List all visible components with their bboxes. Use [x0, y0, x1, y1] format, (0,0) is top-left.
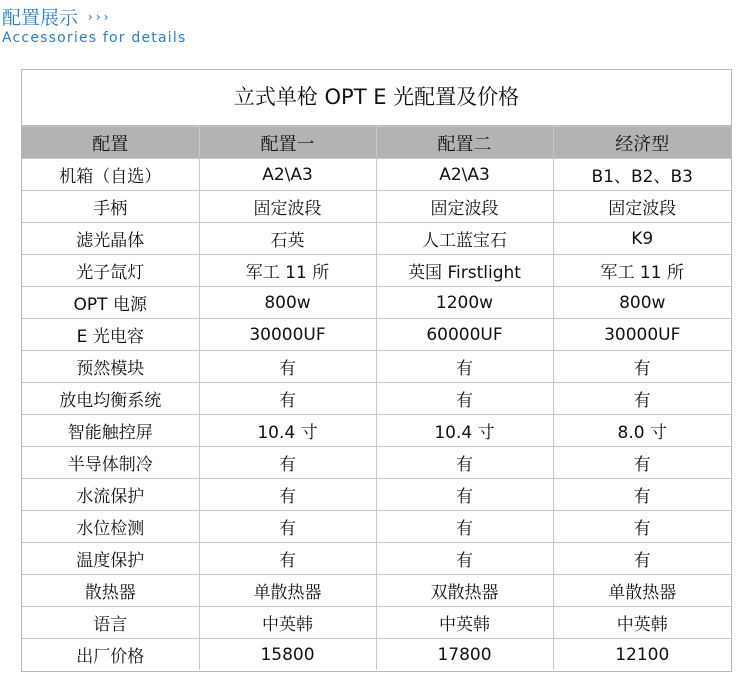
- table-caption: 立式单枪 OPT E 光配置及价格: [22, 70, 731, 126]
- column-header: 配置一: [199, 127, 376, 159]
- table-cell: 固定波段: [553, 191, 731, 223]
- table-cell: 有: [553, 383, 731, 415]
- table-cell: A2\A3: [376, 159, 553, 191]
- table-row: [22, 575, 731, 607]
- table-cell: 单散热器: [553, 575, 731, 607]
- table-cell: 英国 Firstlight: [376, 255, 553, 287]
- table-row: [22, 383, 731, 415]
- table-cell: 军工 11 所: [199, 255, 376, 287]
- table-cell: 8.0 寸: [553, 415, 731, 447]
- table-row: [22, 223, 731, 255]
- table-cell: 单散热器: [199, 575, 376, 607]
- table-cell: 中英韩: [553, 607, 731, 639]
- row-label-cell: 半导体制冷: [22, 447, 199, 479]
- table-cell: 有: [376, 511, 553, 543]
- table-cell: K9: [553, 223, 731, 255]
- table-cell: 固定波段: [376, 191, 553, 223]
- table-row: [22, 351, 731, 383]
- table-header-row: [22, 127, 731, 159]
- table-cell: 有: [376, 543, 553, 575]
- table-row: [22, 607, 731, 639]
- table-cell: B1、B2、B3: [553, 159, 731, 191]
- table-row: [22, 415, 731, 447]
- table-cell: 60000UF: [376, 319, 553, 351]
- row-label-cell: E 光电容: [22, 319, 199, 351]
- chevron-right-icon: ›››: [88, 10, 112, 24]
- column-header: 经济型: [553, 127, 731, 159]
- table-cell: 12100: [553, 639, 731, 671]
- column-header: 配置二: [376, 127, 553, 159]
- table-cell: 有: [553, 543, 731, 575]
- table-cell: 有: [376, 479, 553, 511]
- row-label-cell: 机箱（自选）: [22, 159, 199, 191]
- config-price-table-container: [21, 69, 732, 672]
- table-row: [22, 479, 731, 511]
- row-label-cell: 放电均衡系统: [22, 383, 199, 415]
- section-subtitle: Accessories for details: [2, 30, 187, 46]
- table-cell: 双散热器: [376, 575, 553, 607]
- table-cell: 10.4 寸: [199, 415, 376, 447]
- table-cell: 有: [553, 447, 731, 479]
- table-row: [22, 255, 731, 287]
- row-label-cell: OPT 电源: [22, 287, 199, 319]
- table-cell: 有: [199, 479, 376, 511]
- row-label-cell: 散热器: [22, 575, 199, 607]
- row-label-cell: 光子氙灯: [22, 255, 199, 287]
- table-cell: 有: [553, 351, 731, 383]
- row-label-cell: 手柄: [22, 191, 199, 223]
- section-header: [2, 6, 186, 46]
- table-cell: 军工 11 所: [553, 255, 731, 287]
- row-label-cell: 水流保护: [22, 479, 199, 511]
- table-cell: 有: [376, 447, 553, 479]
- table-row: [22, 543, 731, 575]
- table-cell: 有: [376, 383, 553, 415]
- table-cell: 30000UF: [553, 319, 731, 351]
- table-cell: 石英: [199, 223, 376, 255]
- table-cell: 30000UF: [199, 319, 376, 351]
- table-cell: 10.4 寸: [376, 415, 553, 447]
- table-cell: 有: [199, 511, 376, 543]
- table-row: [22, 319, 731, 351]
- row-label-cell: 出厂价格: [22, 639, 199, 671]
- table-cell: 固定波段: [199, 191, 376, 223]
- table-cell: 人工蓝宝石: [376, 223, 553, 255]
- row-label-cell: 智能触控屏: [22, 415, 199, 447]
- section-title-text: 配置展示: [2, 7, 79, 29]
- table-row: [22, 287, 731, 319]
- table-cell: 中英韩: [376, 607, 553, 639]
- table-cell: 有: [553, 511, 731, 543]
- table-cell: 有: [376, 351, 553, 383]
- table-cell: 有: [553, 479, 731, 511]
- table-cell: 1200w: [376, 287, 553, 319]
- table-row: [22, 511, 731, 543]
- row-label-cell: 滤光晶体: [22, 223, 199, 255]
- table-cell: 有: [199, 351, 376, 383]
- table-cell: A2\A3: [199, 159, 376, 191]
- table-cell: 800w: [199, 287, 376, 319]
- table-row: [22, 159, 731, 191]
- column-header: 配置: [22, 127, 199, 159]
- table-cell: 800w: [553, 287, 731, 319]
- section-title: [2, 6, 186, 29]
- table-cell: 有: [199, 383, 376, 415]
- row-label-cell: 水位检测: [22, 511, 199, 543]
- table-cell: 有: [199, 447, 376, 479]
- table-row: [22, 639, 731, 671]
- table-cell: 17800: [376, 639, 553, 671]
- row-label-cell: 语言: [22, 607, 199, 639]
- table-row: [22, 191, 731, 223]
- table-row: [22, 447, 731, 479]
- row-label-cell: 温度保护: [22, 543, 199, 575]
- config-price-table: [22, 70, 731, 670]
- table-cell: 有: [199, 543, 376, 575]
- table-cell: 15800: [199, 639, 376, 671]
- row-label-cell: 预然模块: [22, 351, 199, 383]
- table-body: [22, 159, 731, 671]
- table-cell: 中英韩: [199, 607, 376, 639]
